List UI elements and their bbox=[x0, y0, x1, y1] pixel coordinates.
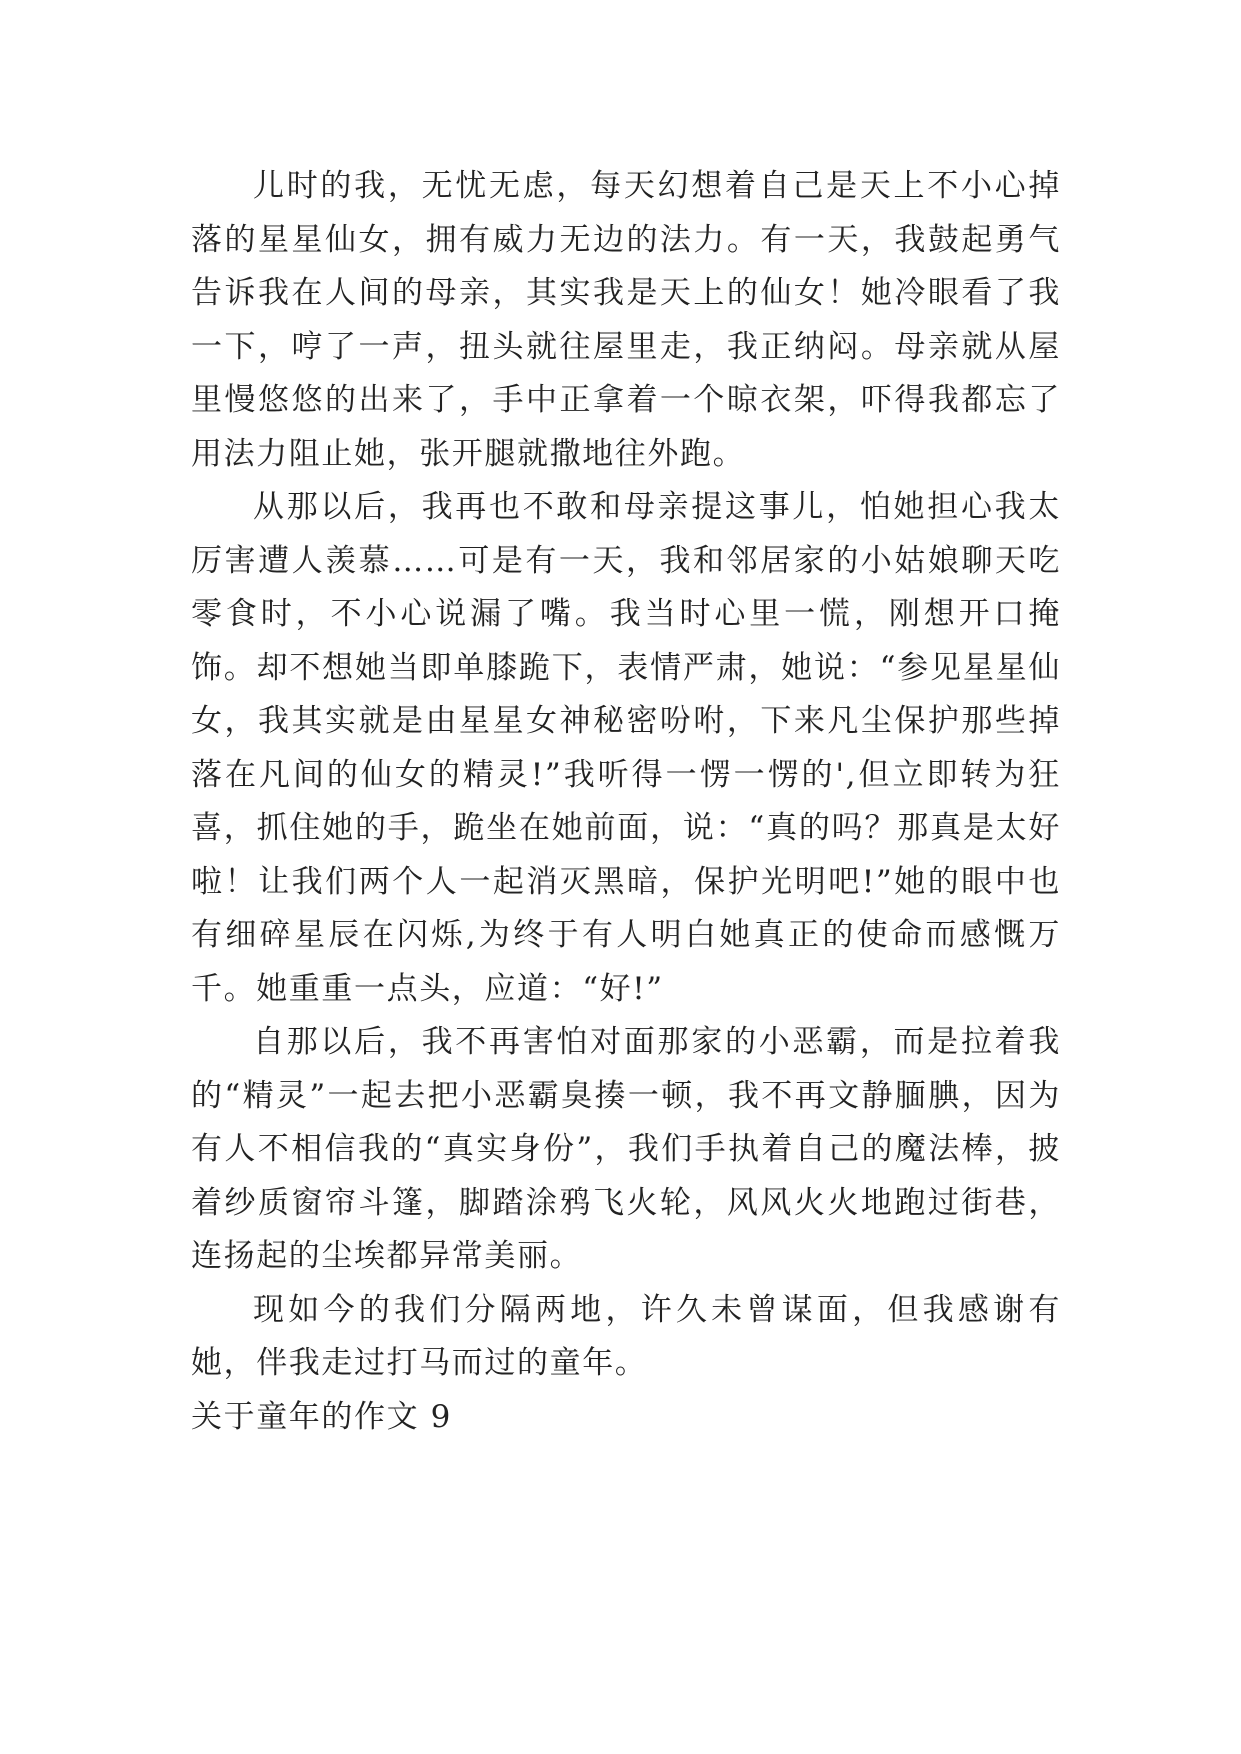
paragraph-1: 儿时的我，无忧无虑，每天幻想着自己是天上不小心掉落的星星仙女，拥有威力无边的法力。有一天，我鼓起勇气告诉我在人间的母亲，其实我是天上的仙女！她冷眼看了我一下，哼了一声，扭头就往屋里走，我正纳闷。母亲就从屋里慢悠悠的出来了，手中正拿着一个晾衣架，吓得我都忘了用法力阻止她，张开腿就撒地往外跑。 bbox=[191, 168, 1061, 472]
article-body bbox=[191, 160, 1061, 1444]
paragraph-2: 从那以后，我再也不敢和母亲提这事儿，怕她担心我太厉害遭人羡慕……可是有一天，我和邻居家的小姑娘聊天吃零食时，不小心说漏了嘴。我当时心里一慌，刚想开口掩饰。却不想她当即单膝跪下，表情严肃，她说：“参见星星仙女，我其实就是由星星女神秘密吩咐，下来凡尘保护那些掉落在凡间的仙女的精灵!”我听得一愣一愣的',但立即转为狂喜，抓住她的手，跪坐在她前面，说：“真的吗？那真是太好啦！让我们两个人一起消灭黑暗，保护光明吧!”她的眼中也有细碎星辰在闪烁,为终于有人明白她真正的使命而感慨万千。她重重一点头，应道：“好!” bbox=[191, 489, 1061, 1007]
paragraph-4: 现如今的我们分隔两地，许久未曾谋面，但我感谢有她，伴我走过打马而过的童年。 bbox=[191, 1291, 1061, 1381]
section-heading: 关于童年的作文 9 bbox=[191, 1398, 452, 1435]
paragraph-3: 自那以后，我不再害怕对面那家的小恶霸，而是拉着我的“精灵”一起去把小恶霸臭揍一顿，我不再文静腼腆，因为有人不相信我的“真实身份”，我们手执着自己的魔法棒，披着纱质窗帘斗篷，脚踏涂鸦飞火轮，风风火火地跑过街巷，连扬起的尘埃都异常美丽。 bbox=[191, 1024, 1061, 1274]
